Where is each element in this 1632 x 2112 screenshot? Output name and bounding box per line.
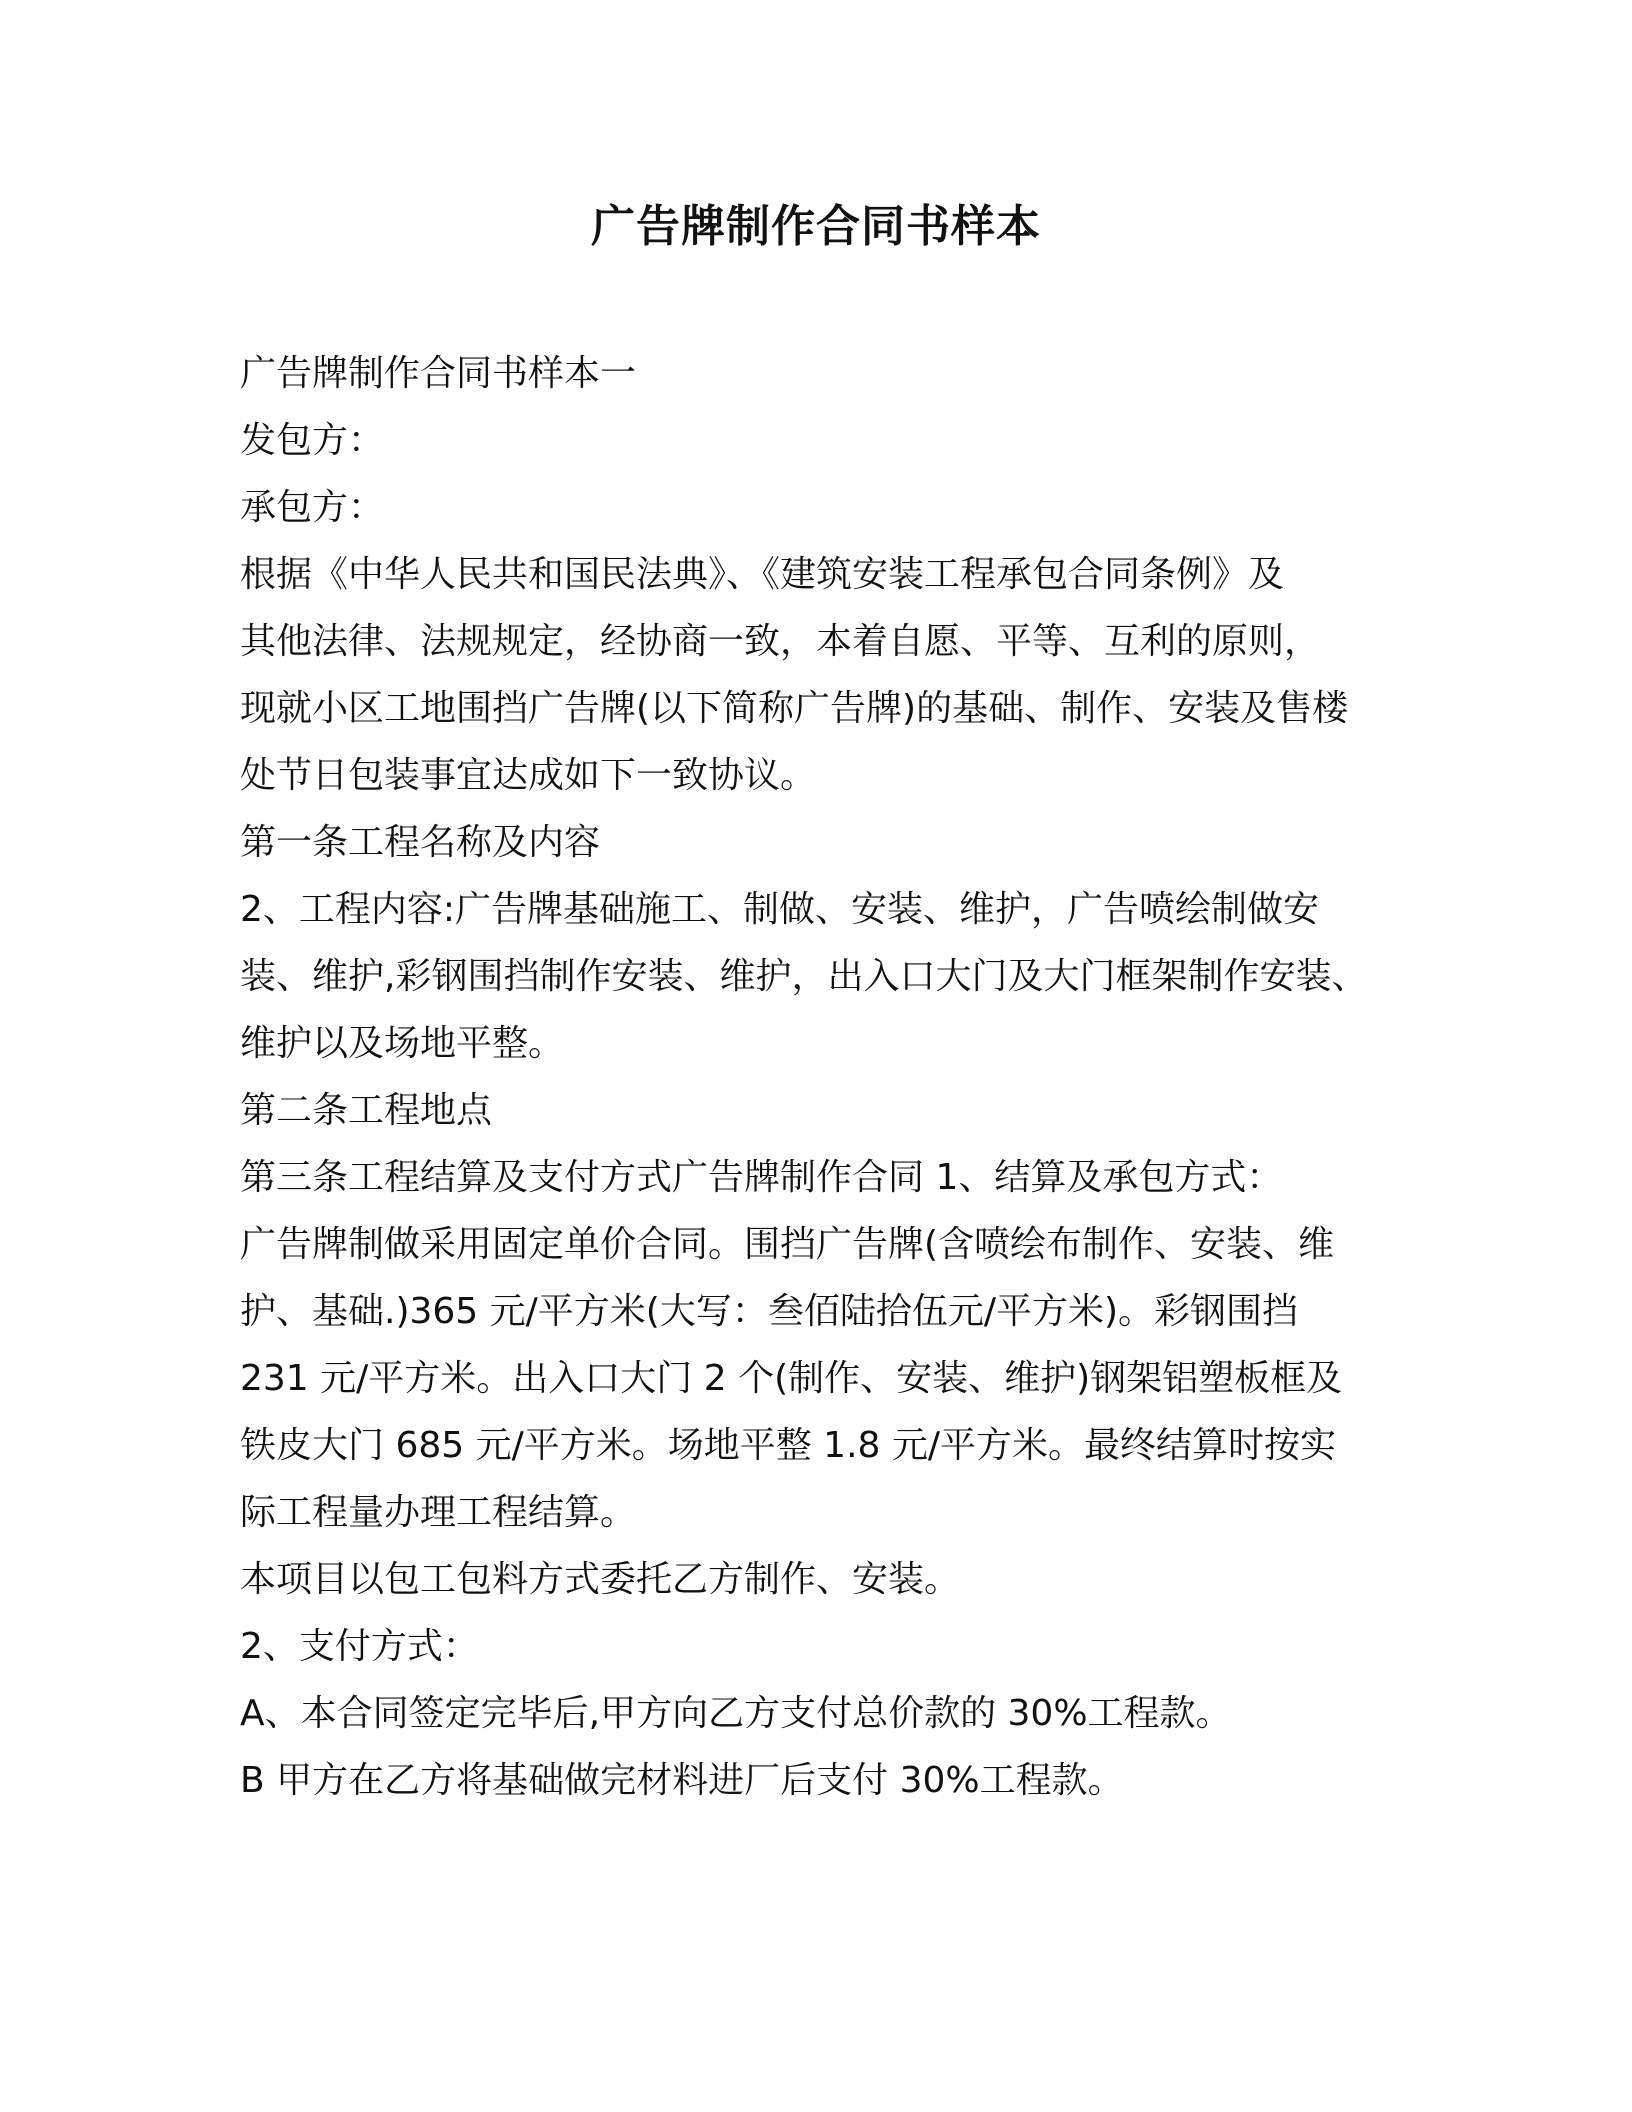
- article-heading-1: 第一条工程名称及内容: [240, 822, 601, 863]
- party-b-line: 承包方：: [240, 487, 385, 528]
- paragraph-line: 广告牌制做采用固定单价合同。围挡广告牌(含喷绘布制作、安装、维: [240, 1224, 1335, 1265]
- paragraph-line: 根据《中华人民共和国民法典》、《建筑安装工程承包合同条例》及: [240, 554, 1285, 595]
- paragraph-line: 现就小区工地围挡广告牌(以下简称广告牌)的基础、制作、安装及售楼: [240, 688, 1349, 729]
- paragraph-line: 际工程量办理工程结算。: [240, 1492, 637, 1533]
- document-body: [240, 340, 1400, 1814]
- paragraph-line: 其他法律、法规规定，经协商一致，本着自愿、平等、互利的原则，: [240, 621, 1321, 662]
- section-heading-sample-one: 广告牌制作合同书样本一: [240, 353, 637, 394]
- paragraph-line: 维护以及场地平整。: [240, 1023, 565, 1064]
- document-title: 广告牌制作合同书样本: [591, 201, 1041, 252]
- paragraph-line: 铁皮大门 685 元/平方米。场地平整 1.8 元/平方米。最终结算时按实: [240, 1425, 1336, 1466]
- paragraph-line: 2、工程内容:广告牌基础施工、制做、安装、维护，广告喷绘制做安: [240, 889, 1320, 930]
- article-heading-2: 第二条工程地点: [240, 1090, 493, 1131]
- payment-item-b: B 甲方在乙方将基础做完材料进厂后支付 30%工程款。: [240, 1760, 1124, 1801]
- paragraph-line: 231 元/平方米。出入口大门 2 个(制作、安装、维护)钢架铝塑板框及: [240, 1358, 1343, 1399]
- payment-item-a: A、本合同签定完毕后,甲方向乙方支付总价款的 30%工程款。: [240, 1693, 1232, 1734]
- paragraph-line: 本项目以包工包料方式委托乙方制作、安装。: [240, 1559, 961, 1600]
- payment-heading: 2、支付方式：: [240, 1626, 479, 1667]
- party-a-line: 发包方：: [240, 420, 385, 461]
- paragraph-line: 护、基础.)365 元/平方米(大写：叁佰陆拾伍元/平方米)。彩钢围挡: [240, 1291, 1298, 1332]
- article-heading-3: 第三条工程结算及支付方式广告牌制作合同 1、结算及承包方式：: [240, 1157, 1283, 1198]
- paragraph-line: 装、维护,彩钢围挡制作安装、维护，出入口大门及大门框架制作安装、: [240, 956, 1368, 997]
- paragraph-line: 处节日包装事宜达成如下一致协议。: [240, 755, 817, 796]
